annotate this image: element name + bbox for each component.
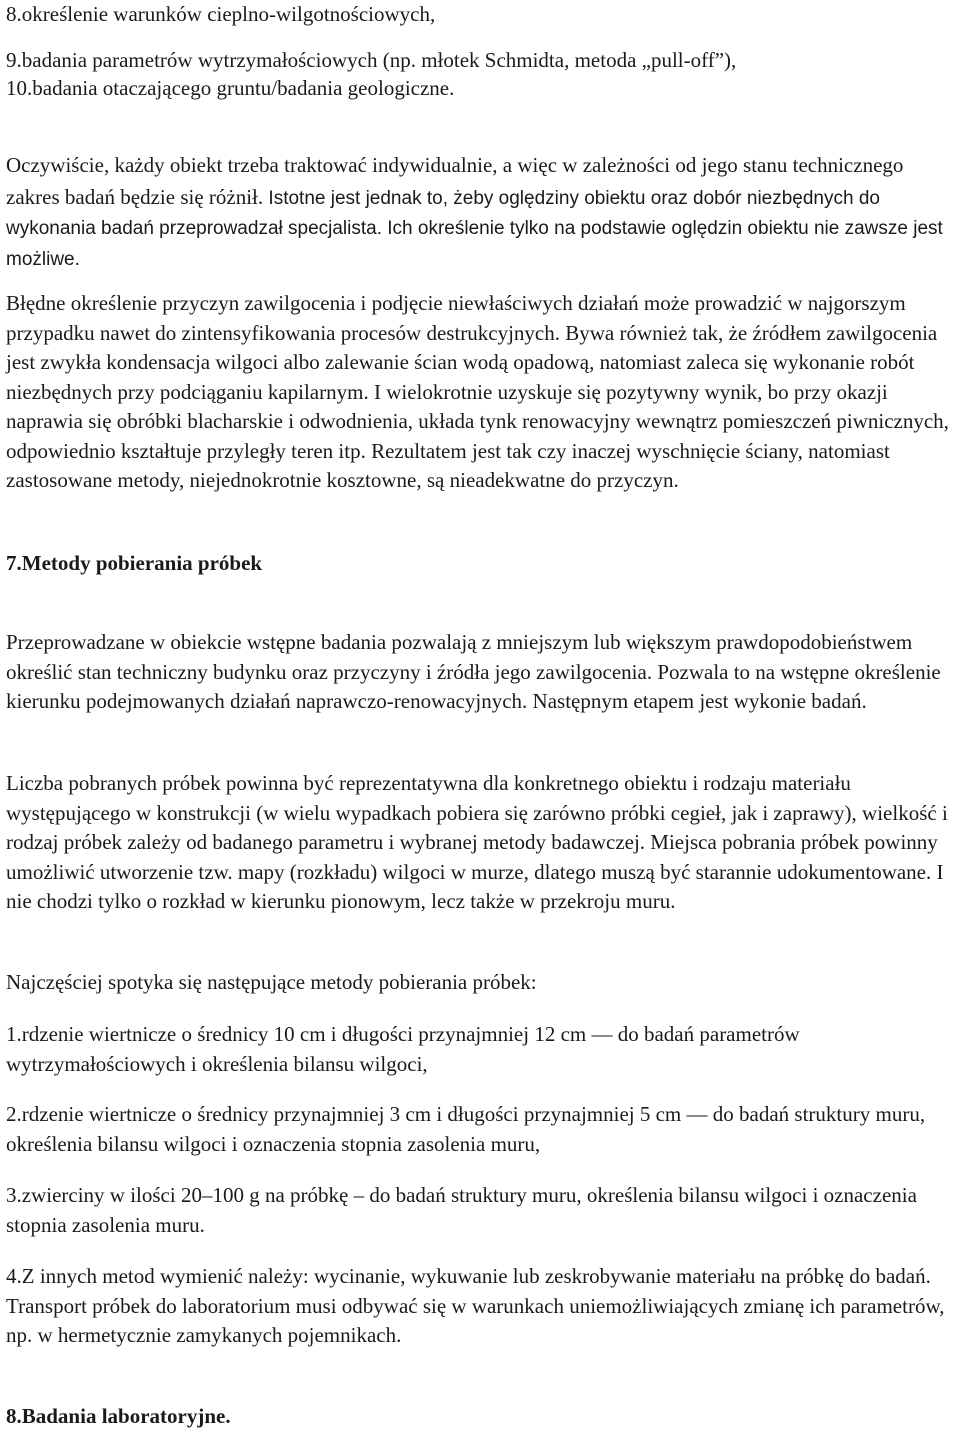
method-item-3: 3.zwierciny w ilości 20–100 g na próbkę – do badań struktury muru, określenia bilansu wilgoci i oznaczenia stopnia zasolenia muru. — [6, 1183, 917, 1237]
method-item-4: 4.Z innych metod wymienić należy: wycinanie, wykuwanie lub zeskrobywanie materiału na próbkę do badań. Transport próbek do laboratorium musi odbywać się w warunkach uniemożliwiających zmianę ich parametrów, np. w hermetycznie zamykanych pojemnikach. — [6, 1264, 945, 1347]
section-heading-8: 8.Badania laboratoryjne. — [6, 1404, 231, 1428]
method-item-1: 1.rdzenie wiertnicze o średnicy 10 cm i długości przynajmniej 12 cm — do badań parametrów wytrzymałościowych i określenia bilansu wilgoci, — [6, 1022, 800, 1076]
paragraph-sample-count: Liczba pobranych próbek powinna być reprezentatywna dla konkretnego obiektu i rodzaju materiału występującego w konstrukcji (w wielu wypadkach pobiera się zarówno próbki cegieł, jak i zaprawy), wielkość i rodzaj próbek zależy od badanego parametru i wybranej metody badawczej. Miejsca pobrania próbek powinny umożliwić utworzenie tzw. mapy (rozkładu) wilgoci w murze, dlatego muszą być starannie udokumentowane. I nie chodzi tylko o rozkład w kierunku pionowym, lecz także w przekroju muru. — [6, 771, 948, 913]
list-item-9: 9.badania parametrów wytrzymałościowych (np. młotek Schmidta, metoda „pull-off”), — [6, 48, 737, 72]
paragraph-preliminary-tests: Przeprowadzane w obiekcie wstępne badania pozwalają z mniejszym lub większym prawdopodobieństwem określić stan techniczny budynku oraz przyczyny i źródła jego zawilgocenia. Pozwala to na wstępne określenie kierunku podejmowanych działań naprawczo-renowacyjnych. Następnym etapem jest wykonie badań. — [6, 630, 941, 713]
paragraph-inspection-sans: Istotne jest jednak to, żeby oględziny obiektu oraz dobór niezbędnych do wykonania badań przeprowadzał specjalista. Ich określenie tylko na podstawie oględzin obiektu nie zawsze jest możliwe. — [6, 187, 943, 270]
list-item-10: 10.badania otaczającego gruntu/badania geologiczne. — [6, 76, 455, 100]
method-item-2: 2.rdzenie wiertnicze o średnicy przynajmniej 3 cm i długości przynajmniej 5 cm — do badań struktury muru, określenia bilansu wilgoci i oznaczenia stopnia zasolenia muru, — [6, 1102, 926, 1156]
paragraph-wrong-diagnosis: Błędne określenie przyczyn zawilgocenia i podjęcie niewłaściwych działań może prowadzić w najgorszym przypadku nawet do zintensyfikowania procesów destrukcyjnych. Bywa również tak, że źródłem zawilgocenia jest zwykła kondensacja wilgoci albo zalewanie ścian wodą opadową, natomiast zaleca się wykonanie robót niezbędnych przy podciąganiu kapilarnym. I wielokrotnie uzyskuje się pozytywny wynik, bo przy okazji naprawia się obróbki blacharskie i odwodnienia, układa tynk renowacyjny wewnątrz pomieszczeń piwnicznych, odpowiednio kształtuje przyległy teren itp. Rezultatem jest tak czy inaczej wyschnięcie ściany, natomiast zastosowane metody, niejednokrotnie kosztowne, są nieadekwatne do przyczyn. — [6, 291, 949, 492]
paragraph-inspection — [6, 151, 956, 275]
list-item-8: 8.określenie warunków cieplno-wilgotnościowych, — [6, 2, 436, 26]
paragraph-methods-intro: Najczęściej spotyka się następujące metody pobierania próbek: — [6, 970, 537, 994]
section-heading-7: 7.Metody pobierania próbek — [6, 551, 263, 575]
paragraph-inspection-serif: Oczywiście, każdy obiekt trzeba traktować indywidualnie, a więc w zależności od jego stanu technicznego zakres badań będzie się różnił. — [6, 153, 904, 209]
